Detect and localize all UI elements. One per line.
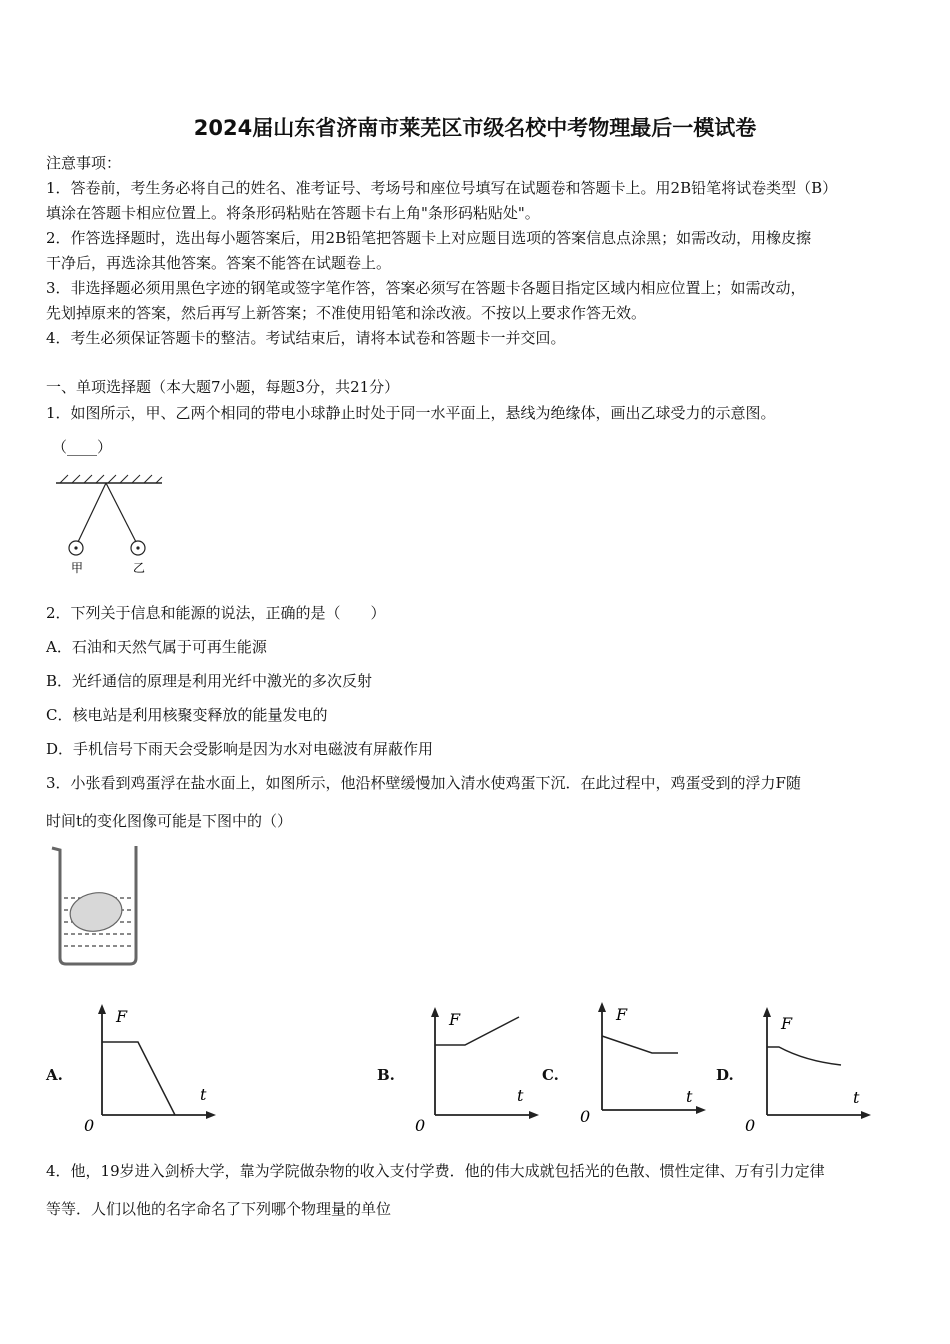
notice-heading: 注意事项：: [46, 154, 122, 172]
q2-option-b[interactable]: B．光纤通信的原理是利用光纤中激光的多次反射: [46, 672, 373, 690]
egg: [67, 889, 125, 935]
q1-text: 1．如图所示，甲、乙两个相同的带电小球静止时处于同一水平面上，悬线为绝缘体，画出乙球受力的示意图。: [46, 404, 776, 422]
q4-text-line2: 等等．人们以他的名字命名了下列哪个物理量的单位: [46, 1200, 392, 1218]
force-curve: [435, 1017, 519, 1045]
axis-t-label: t: [200, 1085, 207, 1104]
x-arrow: [206, 1111, 216, 1119]
ceiling-hatch: [60, 475, 162, 483]
q2-option-a[interactable]: A．石油和天然气属于可再生能源: [46, 638, 267, 656]
x-arrow: [529, 1111, 539, 1119]
q3-text-line1: 3．小张看到鸡蛋浮在盐水面上，如图所示，他沿杯壁缓慢加入清水使鸡蛋下沉．在此过程中，鸡蛋受到的浮力F随: [46, 774, 801, 792]
notice-line: 2．作答选择题时，选出每小题答案后，用2B铅笔把答题卡上对应题目选项的答案信息点涂黑；如需改动，用橡皮擦: [46, 229, 812, 247]
y-arrow: [431, 1007, 439, 1017]
notice-line: 4．考生必须保证答题卡的整洁。考试结束后，请将本试卷和答题卡一并交回。: [46, 329, 566, 347]
q1-answer-blank[interactable]: （____）: [52, 438, 113, 456]
y-arrow: [763, 1007, 771, 1017]
y-arrow: [98, 1004, 106, 1014]
force-curve: [102, 1042, 175, 1115]
q2-text: 2．下列关于信息和能源的说法，正确的是（ ）: [46, 604, 386, 622]
origin-label: 0: [415, 1116, 426, 1135]
origin-label: 0: [580, 1107, 591, 1126]
q4-text-line1: 4．他，19岁进入剑桥大学，靠为学院做杂物的收入支付学费．他的伟大成就包括光的色散、惯性定律、万有引力定律: [46, 1162, 825, 1180]
force-curve: [602, 1036, 678, 1053]
thread-yi: [106, 483, 136, 542]
notice-line: 干净后，再选涂其他答案。答案不能答在试题卷上。: [46, 254, 392, 272]
axis-t-label: t: [686, 1087, 693, 1106]
thread-jia: [78, 483, 106, 542]
q3-option-b-label[interactable]: B.: [377, 1066, 395, 1084]
origin-label: 0: [84, 1116, 95, 1135]
axis-f-label: F: [116, 1007, 128, 1026]
q3-graph-a[interactable]: [80, 1000, 220, 1135]
axis-t-label: t: [853, 1088, 860, 1107]
notice-line: 先划掉原来的答案，然后再写上新答案；不准使用铅笔和涂改液。不按以上要求作答无效。: [46, 304, 647, 322]
section-heading: 一、单项选择题（本大题7小题，每题3分，共21分）: [46, 378, 400, 396]
force-curve: [767, 1047, 841, 1065]
q2-option-c[interactable]: C．核电站是利用核聚变释放的能量发电的: [46, 706, 328, 724]
page-title: 2024届山东省济南市莱芜区市级名校中考物理最后一模试卷: [193, 116, 757, 140]
axis-f-label: F: [616, 1005, 628, 1024]
x-arrow: [861, 1111, 871, 1119]
q3-text-line2: 时间t的变化图像可能是下图中的（）: [46, 812, 293, 830]
q3-graph-c[interactable]: [580, 998, 710, 1130]
q3-beaker-figure: [46, 840, 156, 970]
q3-graph-d[interactable]: [745, 1003, 875, 1135]
q3-option-d-label[interactable]: D.: [716, 1066, 734, 1084]
y-arrow: [598, 1002, 606, 1012]
axis-f-label: F: [449, 1010, 461, 1029]
notice-line: 1．答卷前，考生务必将自己的姓名、准考证号、考场号和座位号填写在试题卷和答题卡上。用2B铅笔将试卷类型（B）: [46, 179, 838, 197]
origin-label: 0: [745, 1116, 756, 1135]
q2-option-d[interactable]: D．手机信号下雨天会受影响是因为水对电磁波有屏蔽作用: [46, 740, 434, 758]
notice-line: 3．非选择题必须用黑色字迹的钢笔或签字笔作答，答案必须写在答题卡各题目指定区域内相应位置上；如需改动，: [46, 279, 806, 297]
q1-pendulum-figure: [46, 466, 176, 578]
axis-t-label: t: [517, 1086, 524, 1105]
q3-graph-b[interactable]: [413, 1003, 543, 1135]
q3-option-a-label[interactable]: A.: [46, 1066, 63, 1084]
label-yi: 乙: [133, 561, 146, 575]
q3-option-c-label[interactable]: C.: [542, 1066, 559, 1084]
axis-f-label: F: [781, 1014, 793, 1033]
label-jia: 甲: [71, 561, 84, 575]
notice-line: 填涂在答题卡相应位置上。将条形码粘贴在答题卡右上角"条形码粘贴处"。: [46, 204, 540, 222]
x-arrow: [696, 1106, 706, 1114]
